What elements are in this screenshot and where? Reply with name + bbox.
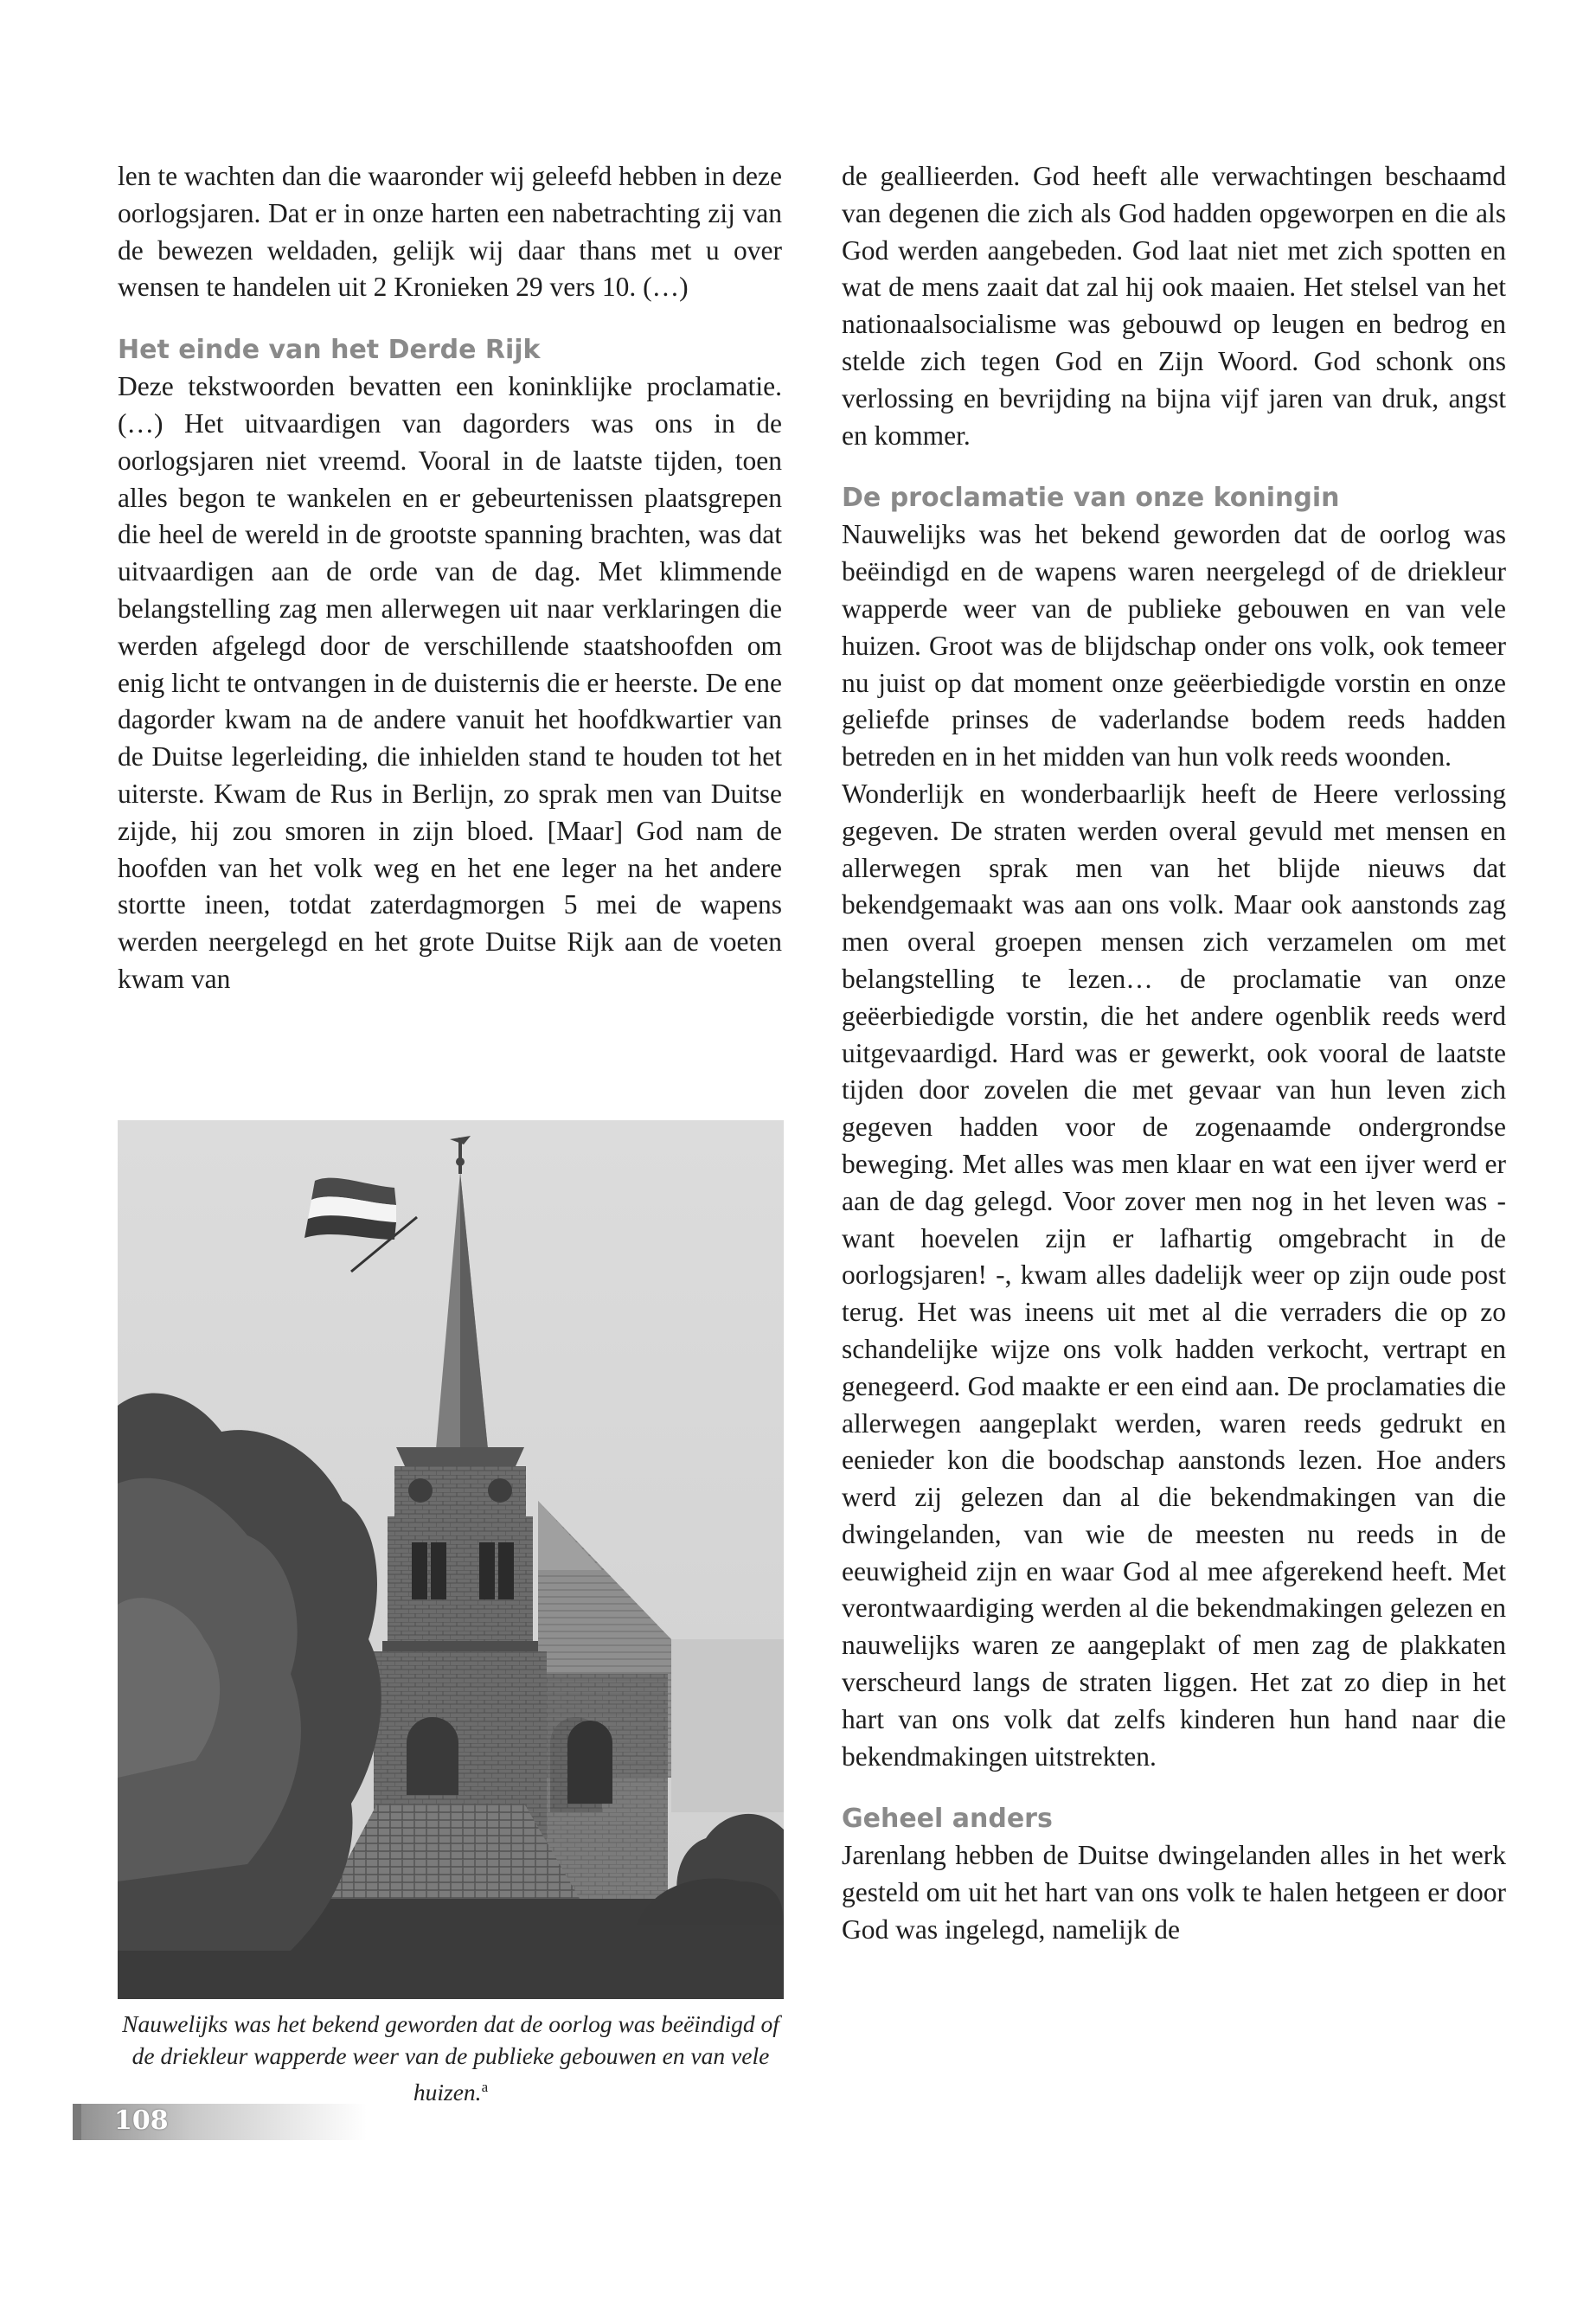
page-number: 108 <box>114 2106 169 2136</box>
section-paragraph-geheel-anders: Jarenlang hebben de Duitse dwingelanden alles in het werk gesteld om uit het hart van ons volk te halen hetgeen er door God was ingelegd, namelijk de <box>842 1840 1506 1945</box>
church-photo <box>118 1120 784 1999</box>
section-heading-proclamatie: De proclamatie van onze koningin <box>842 483 1340 514</box>
intro-paragraph: len te wachten dan die waaronder wij geleefd hebben in deze oorlogsjaren. Dat er in onze harten een nabetrachting zij van de bewezen weldaden, gelijk wij daar thans met u over wensen te handelen uit 2 Kronieken 29 vers 10. (…) <box>118 161 782 303</box>
photo-caption-footnote-marker: a <box>481 2079 489 2095</box>
right-column <box>842 158 1506 1949</box>
section-heading-derde-rijk: Het einde van het Derde Rijk <box>118 335 541 366</box>
section-paragraph-proclamatie-2: Wonderlijk en wonderbaarlijk heeft de Heere verlossing gegeven. De straten werden overal gevuld met mensen en allerwegen sprak men van het blijde nieuws dat bekendgemaakt was aan ons volk. Maar ook aanstonds zag men overal groepen mensen zich verzamelen om met belangstelling te lezen… de proclamatie van onze geëerbiedigde vorstin, die het andere ogenblik reeds werd uitgevaardigd. Hard was er gewerkt, ook vooral de laatste tijden door zovelen die met gevaar van hun leven zich gegeven hadden voor de zogenaamde ondergrondse beweging. Met alles was men klaar en wat een ijver werd er aan de dag gelegd. Voor zover men nog in het leven was - want hoevelen zijn er lafhartig omgebracht in de oorlogsjaren! -, kwam alles dadelijk weer op zijn oude post terug. Het was ineens uit met al die verraders die op zo schandelijke wijze ons volk hadden verkocht, vertrapt en genegeerd. God maakte er een eind aan. De proclamaties die allerwegen aangeplakt werden, waren reeds gedrukt en eenieder kon die boodschap aanstonds lezen. Hoe anders werd zij gelezen dan al die bekendmakingen van die dwingelanden, van wie de meesten nu reeds in de eeuwigheid zijn en waar God al mee afgerekend heeft. Met verontwaardiging werden al die bekendmakingen gelezen en nauwelijks waren ze aangeplakt of men zag de plakkaten verscheurd langs de straten liggen. Het zat zo diep in het hart van ons volk dat zelfs kinderen hun hand naar die bekendmakingen uitstrekten. <box>842 778 1506 1772</box>
section-paragraph-derde-rijk: Deze tekstwoorden bevatten een koninklijke proclamatie. (…) Het uitvaardigen van dagorders was ons in de oorlogsjaren niet vreemd. Vooral in de laatste tijden, toen alles begon te wankelen en er gebeurtenissen plaatsgrepen die heel de wereld in de grootste spanning brachten, was dat uitvaardigen aan de orde van de dag. Met klimmende belangstelling zag men allerwegen uit naar verklaringen die werden afgelegd door de verschillende staatshoofden om enig licht te ontvangen in de duisternis die er heerste. De ene dagorder kwam na de andere vanuit het hoofdkwartier van de Duitse legerleiding, die inhielden stand te houden tot het uiterste. Kwam de Rus in Berlijn, zo sprak men van Duitse zijde, hij zou smoren in zijn bloed. [Maar] God nam de hoofden van het volk weg en het ene leger na het andere stortte ineen, totdat zaterdagmorgen 5 mei de wapens werden neergelegd en het grote Duitse Rijk aan de voeten kwam van <box>118 371 782 994</box>
photo-caption <box>112 2009 789 2109</box>
continuation-paragraph: de geallieerden. God heeft alle verwachtingen beschaamd van degenen die zich als God hadden opgeworpen en die als God werden aangebeden. God laat niet met zich spotten en wat de mens zaait dat zal hij ook maaien. Het stelsel van het nationaalsocialisme was gebouwd op leugen en bedrog en stelde zich tegen God en Zijn Woord. God schonk ons verlossing en bevrijding na bijna vijf jaren van druk, angst en kommer. <box>842 161 1506 451</box>
section-paragraph-proclamatie-1: Nauwelijks was het bekend geworden dat de oorlog was beëindigd en de wapens waren neergelegd of de driekleur wapperde weer van de publieke gebouwen en van vele huizen. Groot was de blijdschap onder ons volk, ook temeer nu juist op dat moment onze geëerbiedigde vorstin en onze geliefde prinses de vaderlandse bodem reeds hadden betreden en in het midden van hun volk reeds woonden. <box>842 519 1506 772</box>
section-heading-geheel-anders: Geheel anders <box>842 1804 1053 1835</box>
photo-caption-text: Nauwelijks was het bekend geworden dat de oorlog was beëindigd of de driekleur wapperde weer van de publieke gebouwen en van vele huizen. <box>122 2010 779 2106</box>
page-number-bar-tick <box>73 2104 81 2140</box>
left-column <box>118 158 782 998</box>
church-photo-illustration <box>118 1120 784 1999</box>
